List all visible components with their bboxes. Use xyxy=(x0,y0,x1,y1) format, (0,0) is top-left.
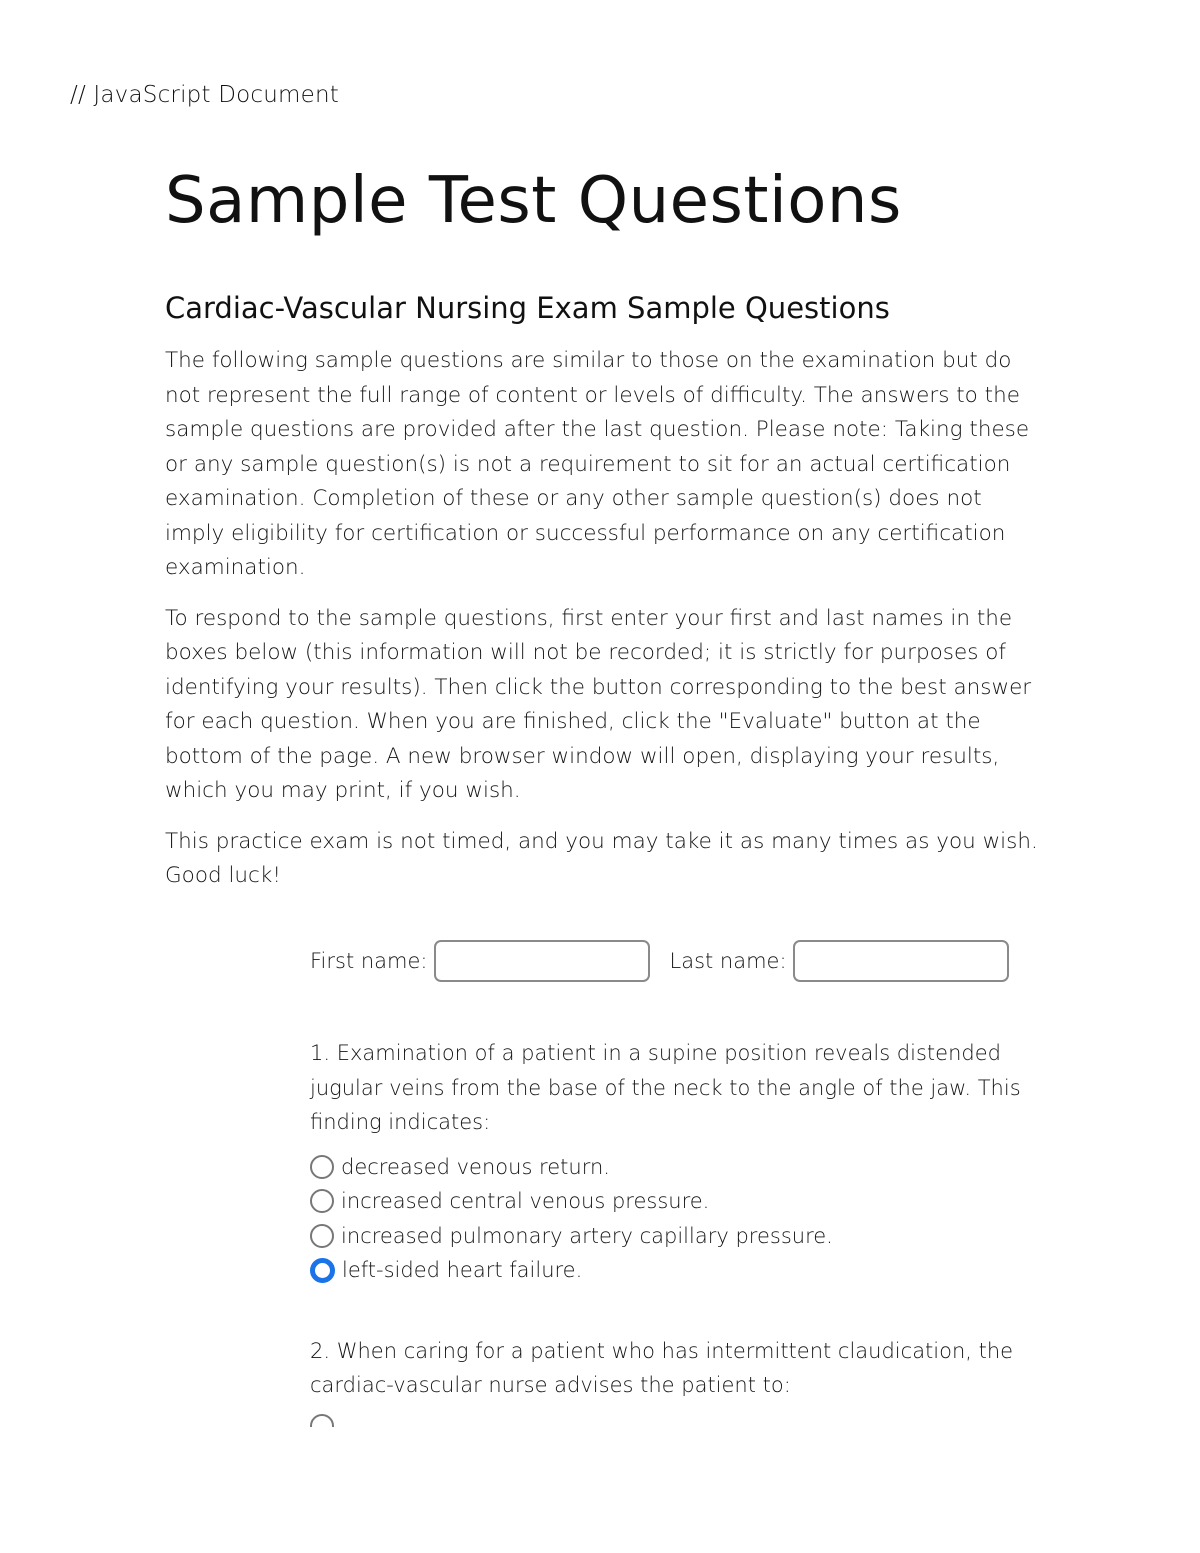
question-1-option-a[interactable] xyxy=(310,1150,1050,1185)
page-title: Sample Test Questions xyxy=(165,164,902,238)
last-name-label: Last name: xyxy=(669,949,787,973)
question-1-option-b[interactable] xyxy=(310,1184,1050,1219)
radio-button-q2-a[interactable] xyxy=(310,1414,334,1427)
exam-subtitle: Cardiac-Vascular Nursing Exam Sample Questions xyxy=(165,291,890,325)
intro-paragraph: The following sample questions are similar to those on the examination but do not represent the full range of content or levels of difficulty. The answers to the sample questions are provided after the last question. Please note: Taking these or any sample question(s) is not a requirement to sit for an actual certification examination. Completion of these or any other sample question(s) does not imply eligibility for certification or successful performance on any certification examination. xyxy=(165,348,1030,580)
question-1-option-d[interactable] xyxy=(310,1253,1050,1288)
question-1 xyxy=(310,1036,1050,1288)
radio-button-c[interactable] xyxy=(310,1224,334,1248)
radio-button-d[interactable] xyxy=(310,1258,335,1283)
option-d-label: left-sided heart failure. xyxy=(342,1258,583,1283)
option-b-label: increased central venous pressure. xyxy=(341,1189,710,1214)
document-header-label: // JavaScript Document xyxy=(70,82,339,108)
timing-paragraph: This practice exam is not timed, and you may take it as many times as you wish. Good luck! xyxy=(165,828,1038,888)
first-name-label: First name: xyxy=(310,949,428,973)
question-1-option-c[interactable] xyxy=(310,1219,1050,1254)
radio-button-b[interactable] xyxy=(310,1189,334,1213)
exam-form xyxy=(310,938,1050,1427)
question-2-options-cutoff xyxy=(310,1409,1050,1427)
option-c-label: increased pulmonary artery capillary pressure. xyxy=(341,1223,833,1248)
question-2-option-a[interactable] xyxy=(310,1409,1050,1427)
last-name-input[interactable] xyxy=(793,940,1009,982)
name-row xyxy=(310,938,1050,984)
question-1-text: 1. Examination of a patient in a supine position reveals distended jugular veins from the base of the neck to the angle of the jaw. This finding indicates: xyxy=(310,1041,1021,1134)
main-content xyxy=(165,158,1045,894)
option-a-label: decreased venous return. xyxy=(341,1154,610,1179)
question-2-text: 2. When caring for a patient who has intermittent claudication, the cardiac-vascular nurse advises the patient to: xyxy=(310,1338,1014,1397)
question-1-options xyxy=(310,1150,1050,1288)
question-2 xyxy=(310,1334,1050,1427)
first-name-input[interactable] xyxy=(434,940,650,982)
instructions-paragraph: To respond to the sample questions, first enter your first and last names in the boxes below (this information will not be recorded; it is strictly for purposes of identifying your results). Then click the button corresponding to the best answer for each question. When you are finished, click the "Evaluate" button at the bottom of the page. A new browser window will open, displaying your results, which you may print, if you wish. xyxy=(165,605,1032,803)
radio-button-a[interactable] xyxy=(310,1155,334,1179)
